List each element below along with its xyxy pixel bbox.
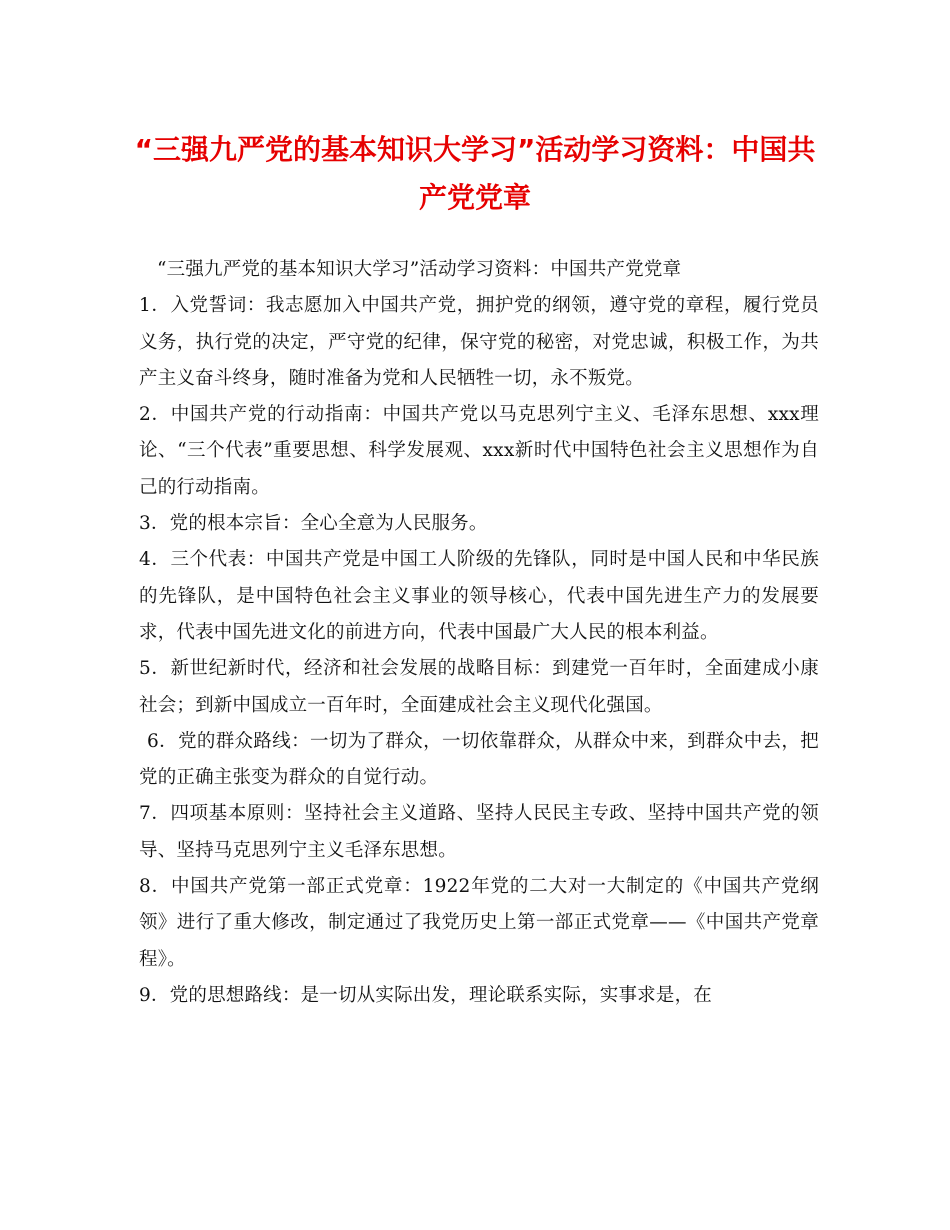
paragraph-8: 8．中国共产党第一部正式党章：1922年党的二大对一大制定的《中国共产党纲领》进行了重大修改，制定通过了我党历史上第一部正式党章——《中国共产党章程》。 — [139, 876, 819, 970]
document-title: “三强九严党的基本知识大学习”活动学习资料：中国共产党党章 — [134, 133, 816, 214]
document-subtitle: “三强九严党的基本知识大学习”活动学习资料：中国共产党党章 — [157, 259, 682, 280]
document-body — [139, 252, 819, 1014]
paragraph-3: 3．党的根本宗旨：全心全意为人民服务。 — [139, 513, 488, 535]
paragraph-7: 7．四项基本原则：坚持社会主义道路、坚持人民民主专政、坚持中国共产党的领导、坚持马克思列宁主义毛泽东思想。 — [139, 803, 819, 861]
paragraph-6: 6．党的群众路线：一切为了群众，一切依靠群众，从群众中来，到群众中去，把党的正确主张变为群众的自觉行动。 — [139, 730, 819, 789]
paragraph-9: 9．党的思想路线：是一切从实际出发，理论联系实际，实事求是，在 — [139, 984, 712, 1006]
paragraph-1: 1．入党誓词：我志愿加入中国共产党，拥护党的纲领，遵守党的章程，履行党员义务，执行党的决定，严守党的纪律，保守党的秘密，对党忠诚，积极工作，为共产主义奋斗终身，随时准备为党和人民牺牲一切，永不叛党。 — [139, 295, 819, 389]
paragraph-4: 4．三个代表：中国共产党是中国工人阶级的先锋队，同时是中国人民和中华民族的先锋队，是中国特色社会主义事业的领导核心，代表中国先进生产力的发展要求，代表中国先进文化的前进方向，代表中国最广大人民的根本利益。 — [139, 549, 819, 643]
paragraph-2: 2．中国共产党的行动指南：中国共产党以马克思列宁主义、毛泽东思想、xxx理论、“三个代表”重要思想、科学发展观、xxx新时代中国特色社会主义思想作为自己的行动指南。 — [139, 404, 819, 498]
paragraph-5: 5．新世纪新时代，经济和社会发展的战略目标：到建党一百年时，全面建成小康社会；到新中国成立一百年时，全面建成社会主义现代化强国。 — [139, 658, 819, 716]
